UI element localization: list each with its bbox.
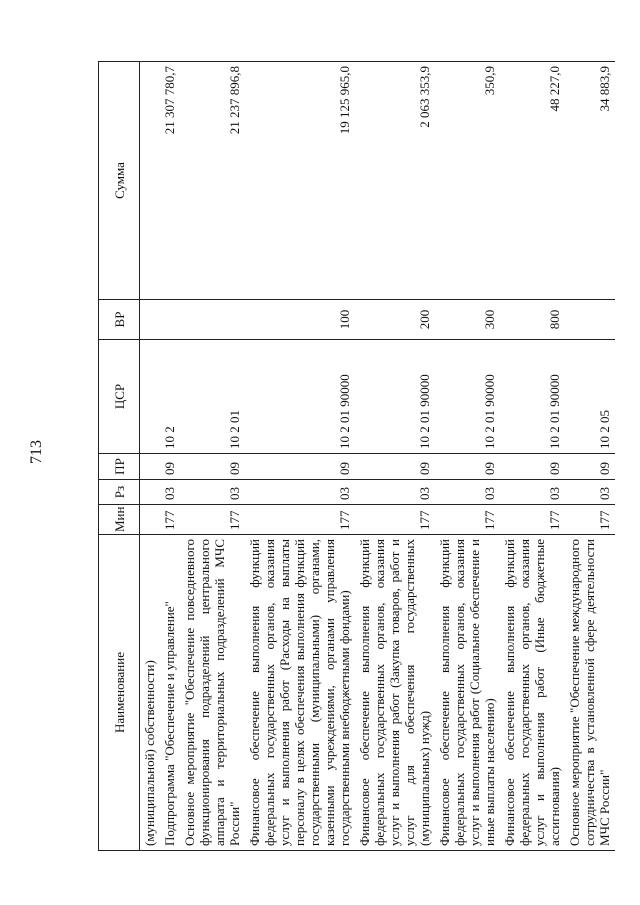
cell-min: 177 xyxy=(565,505,615,535)
cell-sum: 2 063 353,9 xyxy=(355,62,435,300)
cell-pr: 09 xyxy=(500,454,565,480)
table-header-row xyxy=(99,62,140,851)
cell-rz: 03 xyxy=(435,480,500,505)
cell-pr: 09 xyxy=(160,454,180,480)
cell-vr: 800 xyxy=(500,300,565,340)
cell-vr: 200 xyxy=(355,300,435,340)
cell-name: Финансовое обеспечение выполнения функций федеральных государственных органов, оказания услуг и выполнения работ (Закупка товаров, работ и услуг для обеспечения государственных (муниципальных) нужд) xyxy=(355,535,435,851)
cell-vr xyxy=(140,300,161,340)
cell-csr: 10 2 01 90000 xyxy=(355,340,435,454)
cell-sum: 350,9 xyxy=(435,62,500,300)
header-pr: ПР xyxy=(99,454,140,480)
page-number: 713 xyxy=(28,440,45,464)
cell-pr: 09 xyxy=(245,454,355,480)
table-row xyxy=(160,62,180,851)
header-rz: Рз xyxy=(99,480,140,505)
cell-pr: 09 xyxy=(180,454,245,480)
rotated-page-content xyxy=(98,62,610,851)
header-name: Наименование xyxy=(99,535,140,851)
cell-name: Основное мероприятие "Обеспечение международного сотрудничества в установленной сфере деятельности МЧС России" xyxy=(565,535,615,851)
cell-min: 177 xyxy=(180,505,245,535)
cell-vr: 300 xyxy=(435,300,500,340)
table-row xyxy=(565,62,615,851)
cell-rz: 03 xyxy=(180,480,245,505)
cell-vr: 100 xyxy=(245,300,355,340)
cell-csr: 10 2 01 90000 xyxy=(435,340,500,454)
cell-csr: 10 2 xyxy=(160,340,180,454)
cell-csr xyxy=(140,340,161,454)
cell-csr: 10 2 01 xyxy=(180,340,245,454)
header-csr: ЦСР xyxy=(99,340,140,454)
cell-pr xyxy=(140,454,161,480)
cell-sum: 21 307 780,7 xyxy=(160,62,180,300)
cell-name: Финансовое обеспечение выполнения функций федеральных государственных органов, оказания услуг и выполнения работ (Социальное обеспечение и иные выплаты населению) xyxy=(435,535,500,851)
cell-rz: 03 xyxy=(355,480,435,505)
header-vr: ВР xyxy=(99,300,140,340)
table-row xyxy=(140,62,161,851)
table-row xyxy=(245,62,355,851)
cell-sum xyxy=(140,62,161,300)
table-row xyxy=(355,62,435,851)
cell-name: Подпрограмма "Обеспечение и управление" xyxy=(160,535,180,851)
cell-name: Финансовое обеспечение выполнения функций федеральных государственных органов, оказания услуг и выполнения работ (Иные бюджетные ассигнования) xyxy=(500,535,565,851)
table-row xyxy=(180,62,245,851)
cell-sum: 34 883,9 xyxy=(565,62,615,300)
cell-min: 177 xyxy=(160,505,180,535)
budget-table xyxy=(98,61,615,851)
cell-pr: 09 xyxy=(565,454,615,480)
table-row xyxy=(500,62,565,851)
cell-csr: 10 2 01 90000 xyxy=(500,340,565,454)
cell-csr: 10 2 01 90000 xyxy=(245,340,355,454)
cell-csr: 10 2 05 xyxy=(565,340,615,454)
cell-rz: 03 xyxy=(245,480,355,505)
cell-name: Финансовое обеспечение выполнения функций федеральных государственных органов, оказания услуг и выполнения работ (Расходы на выплаты персоналу в целях обеспечения выполнения функций государственными (муниципальными) органами, казенными учреждениями, органами управления государственными внебюджетными фондами) xyxy=(245,535,355,851)
cell-name: Основное мероприятие "Обеспечение повседневного функционирования подразделений центрального аппарата и территориальных подразделений МЧС России" xyxy=(180,535,245,851)
cell-min: 177 xyxy=(435,505,500,535)
cell-pr: 09 xyxy=(355,454,435,480)
cell-rz xyxy=(140,480,161,505)
cell-sum: 21 237 896,8 xyxy=(180,62,245,300)
cell-vr xyxy=(565,300,615,340)
cell-sum: 19 125 965,0 xyxy=(245,62,355,300)
cell-sum: 48 227,0 xyxy=(500,62,565,300)
cell-rz: 03 xyxy=(565,480,615,505)
cell-min: 177 xyxy=(355,505,435,535)
cell-min: 177 xyxy=(500,505,565,535)
header-min: Мин xyxy=(99,505,140,535)
table-row xyxy=(435,62,500,851)
header-sum: Сумма xyxy=(99,62,140,300)
cell-pr: 09 xyxy=(435,454,500,480)
cell-vr xyxy=(160,300,180,340)
cell-rz: 03 xyxy=(500,480,565,505)
cell-name: (муниципальной) собственности) xyxy=(140,535,161,851)
cell-min xyxy=(140,505,161,535)
cell-rz: 03 xyxy=(160,480,180,505)
cell-min: 177 xyxy=(245,505,355,535)
cell-vr xyxy=(180,300,245,340)
